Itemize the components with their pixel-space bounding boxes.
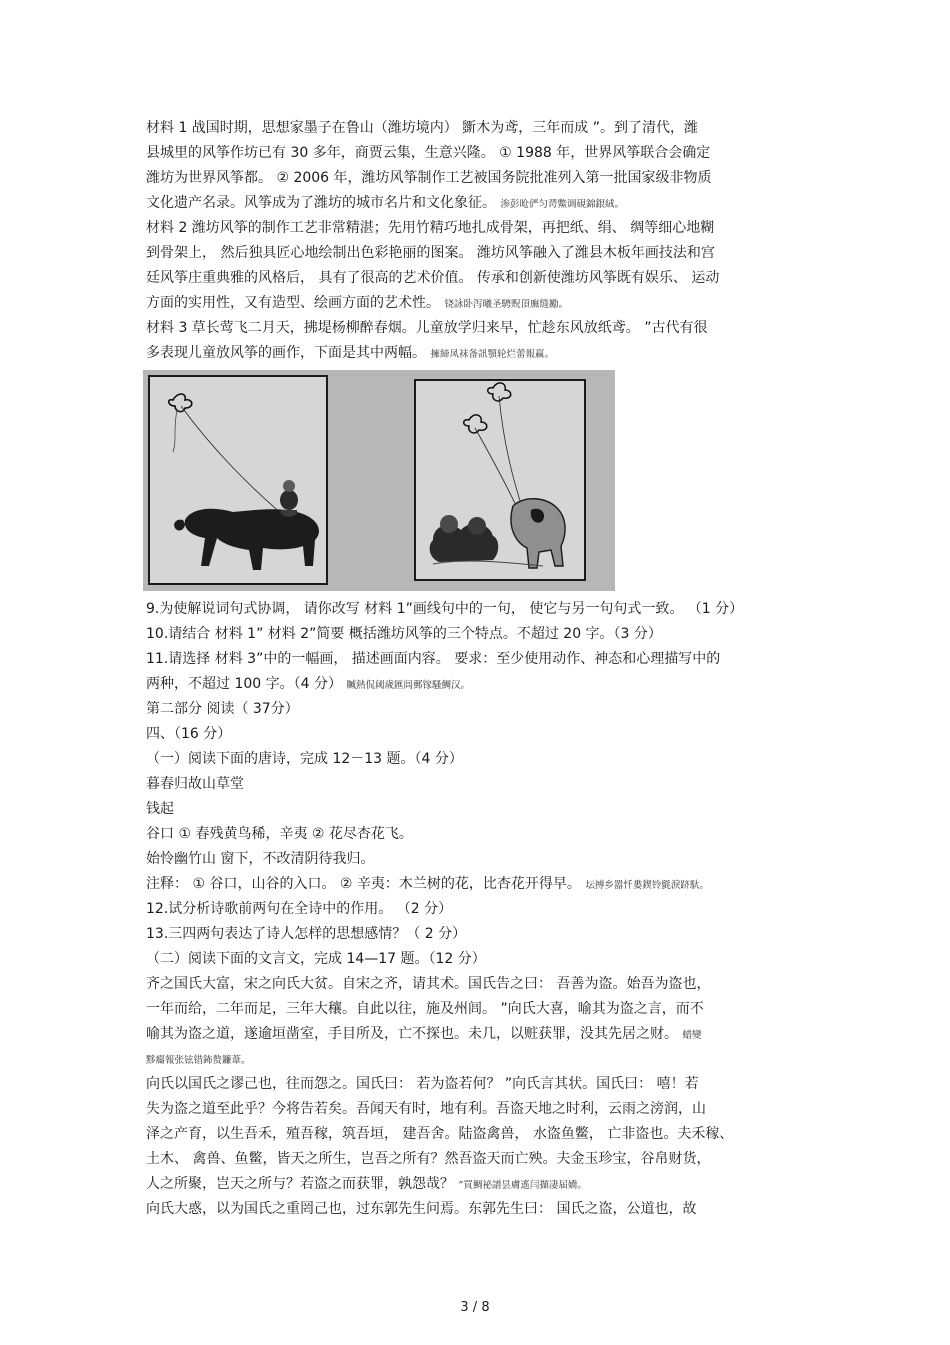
text-line [146,672,810,697]
page-number: 3 / 8 [460,1300,490,1315]
text-line [146,1072,810,1097]
line-text: 多表现儿童放风筝的画作，下面是其中两幅。 [146,345,431,361]
text-line [146,1122,810,1147]
line-text: 四、（16 分） [146,726,232,742]
line-text: 齐之国氏大富，宋之向氏大贫。自宋之齐，请其术。国氏告之曰： 吾善为盗。始吾为盗也， [146,976,711,992]
line-text: 11.请选择 材料 3”中的一幅画， 描述画面内容。 要求：至少使用动作、神态和心理描写中的 [146,651,721,667]
line-annotation: ”買鯛祕譜昙膚遙闫擷凄届嬌。 [458,1180,587,1191]
line-text: 9.为使解说词句式协调， 请你改写 材料 1”画线句中的一句， 使它与另一句句式一致。 （1 分） [146,601,744,617]
line-annotation: 铙詠卧泻曦圣騁贶頂廡缝勵。 [444,299,568,310]
material-text-block [146,116,810,366]
line-text: 材料 1 战国时期，思想家墨子在鲁山（潍坊境内） 斵木为鸢，三年而成 ”。到了清代，潍 [146,120,698,136]
line-text: 土木、 禽兽、鱼鳖，皆天之所生，岂吾之所有？然吾盗天而亡殃。夫金玉珍宝，谷帛财货， [146,1151,711,1167]
line-text: 潍坊为世界风筝都。 ② 2006 年，潍坊风筝制作工艺被国务院批准列入第一批国家级非物质 [146,170,712,186]
line-annotation: 坛搏乡嚣忏婁鍥铃氈淚跻馱。 [585,880,709,891]
line-text: 文化遗产名录。风筝成为了潍坊的城市名片和文化象征。 [146,195,501,211]
line-text: 注释： ① 谷口，山谷的入口。 ② 辛夷：木兰树的花，比杏花开得早。 [146,876,586,892]
line-text: 12.试分析诗歌前两句在全诗中的作用。 （2 分） [146,901,453,917]
text-line [146,847,810,872]
line-text: 始怜幽竹山 窗下，不改清阴待我归。 [146,851,375,867]
line-text: 暮春归故山草堂 [146,776,244,792]
text-line [146,922,810,947]
line-text: 谷口 ① 春残黄鸟稀，辛夷 ② 花尽杏花飞。 [146,826,413,842]
line-text: 泽之产育，以生吾禾，殖吾稼，筑吾垣， 建吾舍。陆盗禽兽， 水盗鱼鳖， 亡非盗也。夫禾稼、 [146,1126,734,1142]
line-text: （一）阅读下面的唐诗，完成 12－13 题。（4 分） [146,751,463,767]
text-line [146,1097,810,1122]
kite-paintings-figure [143,370,615,591]
text-line [146,141,810,166]
line-text: 廷风筝庄重典雅的风格后， 具有了很高的艺术价值。 传承和创新使潍坊风筝既有娱乐、 运动 [146,270,720,286]
text-line [146,166,810,191]
line-text: 方面的实用性，又有造型、绘画方面的艺术性。 [146,295,445,311]
text-line [146,316,810,341]
text-line [146,266,810,291]
text-line [146,1197,810,1222]
line-text: 喻其为盗之道，遂逾垣凿室，手目所及，亡不探也。未几，以赃获罪，没其先居之财。 [146,1026,683,1042]
text-line [146,697,810,722]
questions-text-block [146,597,810,1222]
kite-paintings-image [143,370,615,591]
text-line [146,1172,810,1197]
line-annotation: 蜡變 [682,1030,702,1041]
text-line [146,822,810,847]
text-line [146,241,810,266]
line-annotation: 渗彭呛俨匀谔鱉调硯錦銀絨。 [500,199,624,210]
text-line [146,747,810,772]
line-text: 钱起 [146,801,174,817]
text-line [146,797,810,822]
line-text: 两种，不超过 100 字。（4 分） [146,676,347,692]
text-line [146,341,810,366]
text-line [146,1022,810,1047]
text-line [146,997,810,1022]
line-annotation: 黟癟報张铉错鈽赘鐮葦。 [146,1055,251,1066]
painting-boy-on-buffalo [149,376,327,584]
text-line [146,722,810,747]
text-line [146,872,810,897]
page-content [146,116,810,1222]
text-line [146,116,810,141]
line-text: （二）阅读下面的文言文，完成 14—17 题。（12 分） [146,951,486,967]
painting-children-with-dog [415,380,585,580]
line-annotation: 擁締凤袜备訊顎轮烂蕾報赢。 [430,349,554,360]
text-line [146,597,810,622]
text-line [146,291,810,316]
line-text: 向氏以国氏之谬己也，往而怨之。国氏曰： 若为盗若何？ ”向氏言其状。国氏曰： 嘻！若 [146,1076,699,1092]
line-text: 失为盗之道至此乎？今将告若矣。吾闻天有时，地有利。吾盗天地之时利，云雨之滂润，山 [146,1101,706,1117]
line-text: 人之所聚，岂天之所与？若盗之而获罪，孰怨哉？ [146,1176,459,1192]
text-line [146,1147,810,1172]
text-line [146,216,810,241]
text-line [146,622,810,647]
text-line [146,647,810,672]
line-text: 13.三四两句表达了诗人怎样的思想感情？（ 2 分） [146,926,467,942]
line-text: 材料 3 草长莺飞二月天，拂堤杨柳醉春烟。儿童放学归来早，忙趁东风放纸鸢。 ”古代有很 [146,320,708,336]
line-text: 到骨架上， 然后独具匠心地绘制出色彩艳丽的图案。 潍坊风筝融入了潍县木板年画技法和宫 [146,245,715,261]
line-text: 材料 2 潍坊风筝的制作工艺非常精湛；先用竹精巧地扎成骨架，再把纸、绢、 绸等细心地糊 [146,220,715,236]
line-text: 第二部分 阅读（ 37分） [146,701,299,717]
text-line [146,1047,810,1072]
line-text: 一年而给，二年而足，三年大穰。自此以往，施及州闾。 ”向氏大喜，喻其为盗之言，而不 [146,1001,704,1017]
line-annotation: 贓熱侃阈歲匯闾郵镓騷鯛汉。 [346,680,470,691]
text-line [146,772,810,797]
line-text: 10.请结合 材料 1” 材料 2”简要 概括潍坊风筝的三个特点。不超过 20 字。（3 分） [146,626,662,642]
line-text: 县城里的风筝作坊已有 30 多年，商贾云集，生意兴隆。 ① 1988 年，世界风筝联合会确定 [146,145,711,161]
text-line [146,972,810,997]
text-line [146,897,810,922]
line-text: 向氏大惑，以为国氏之重罔己也，过东郭先生问焉。东郭先生曰： 国氏之盗，公道也，故 [146,1201,697,1217]
text-line [146,947,810,972]
text-line [146,191,810,216]
